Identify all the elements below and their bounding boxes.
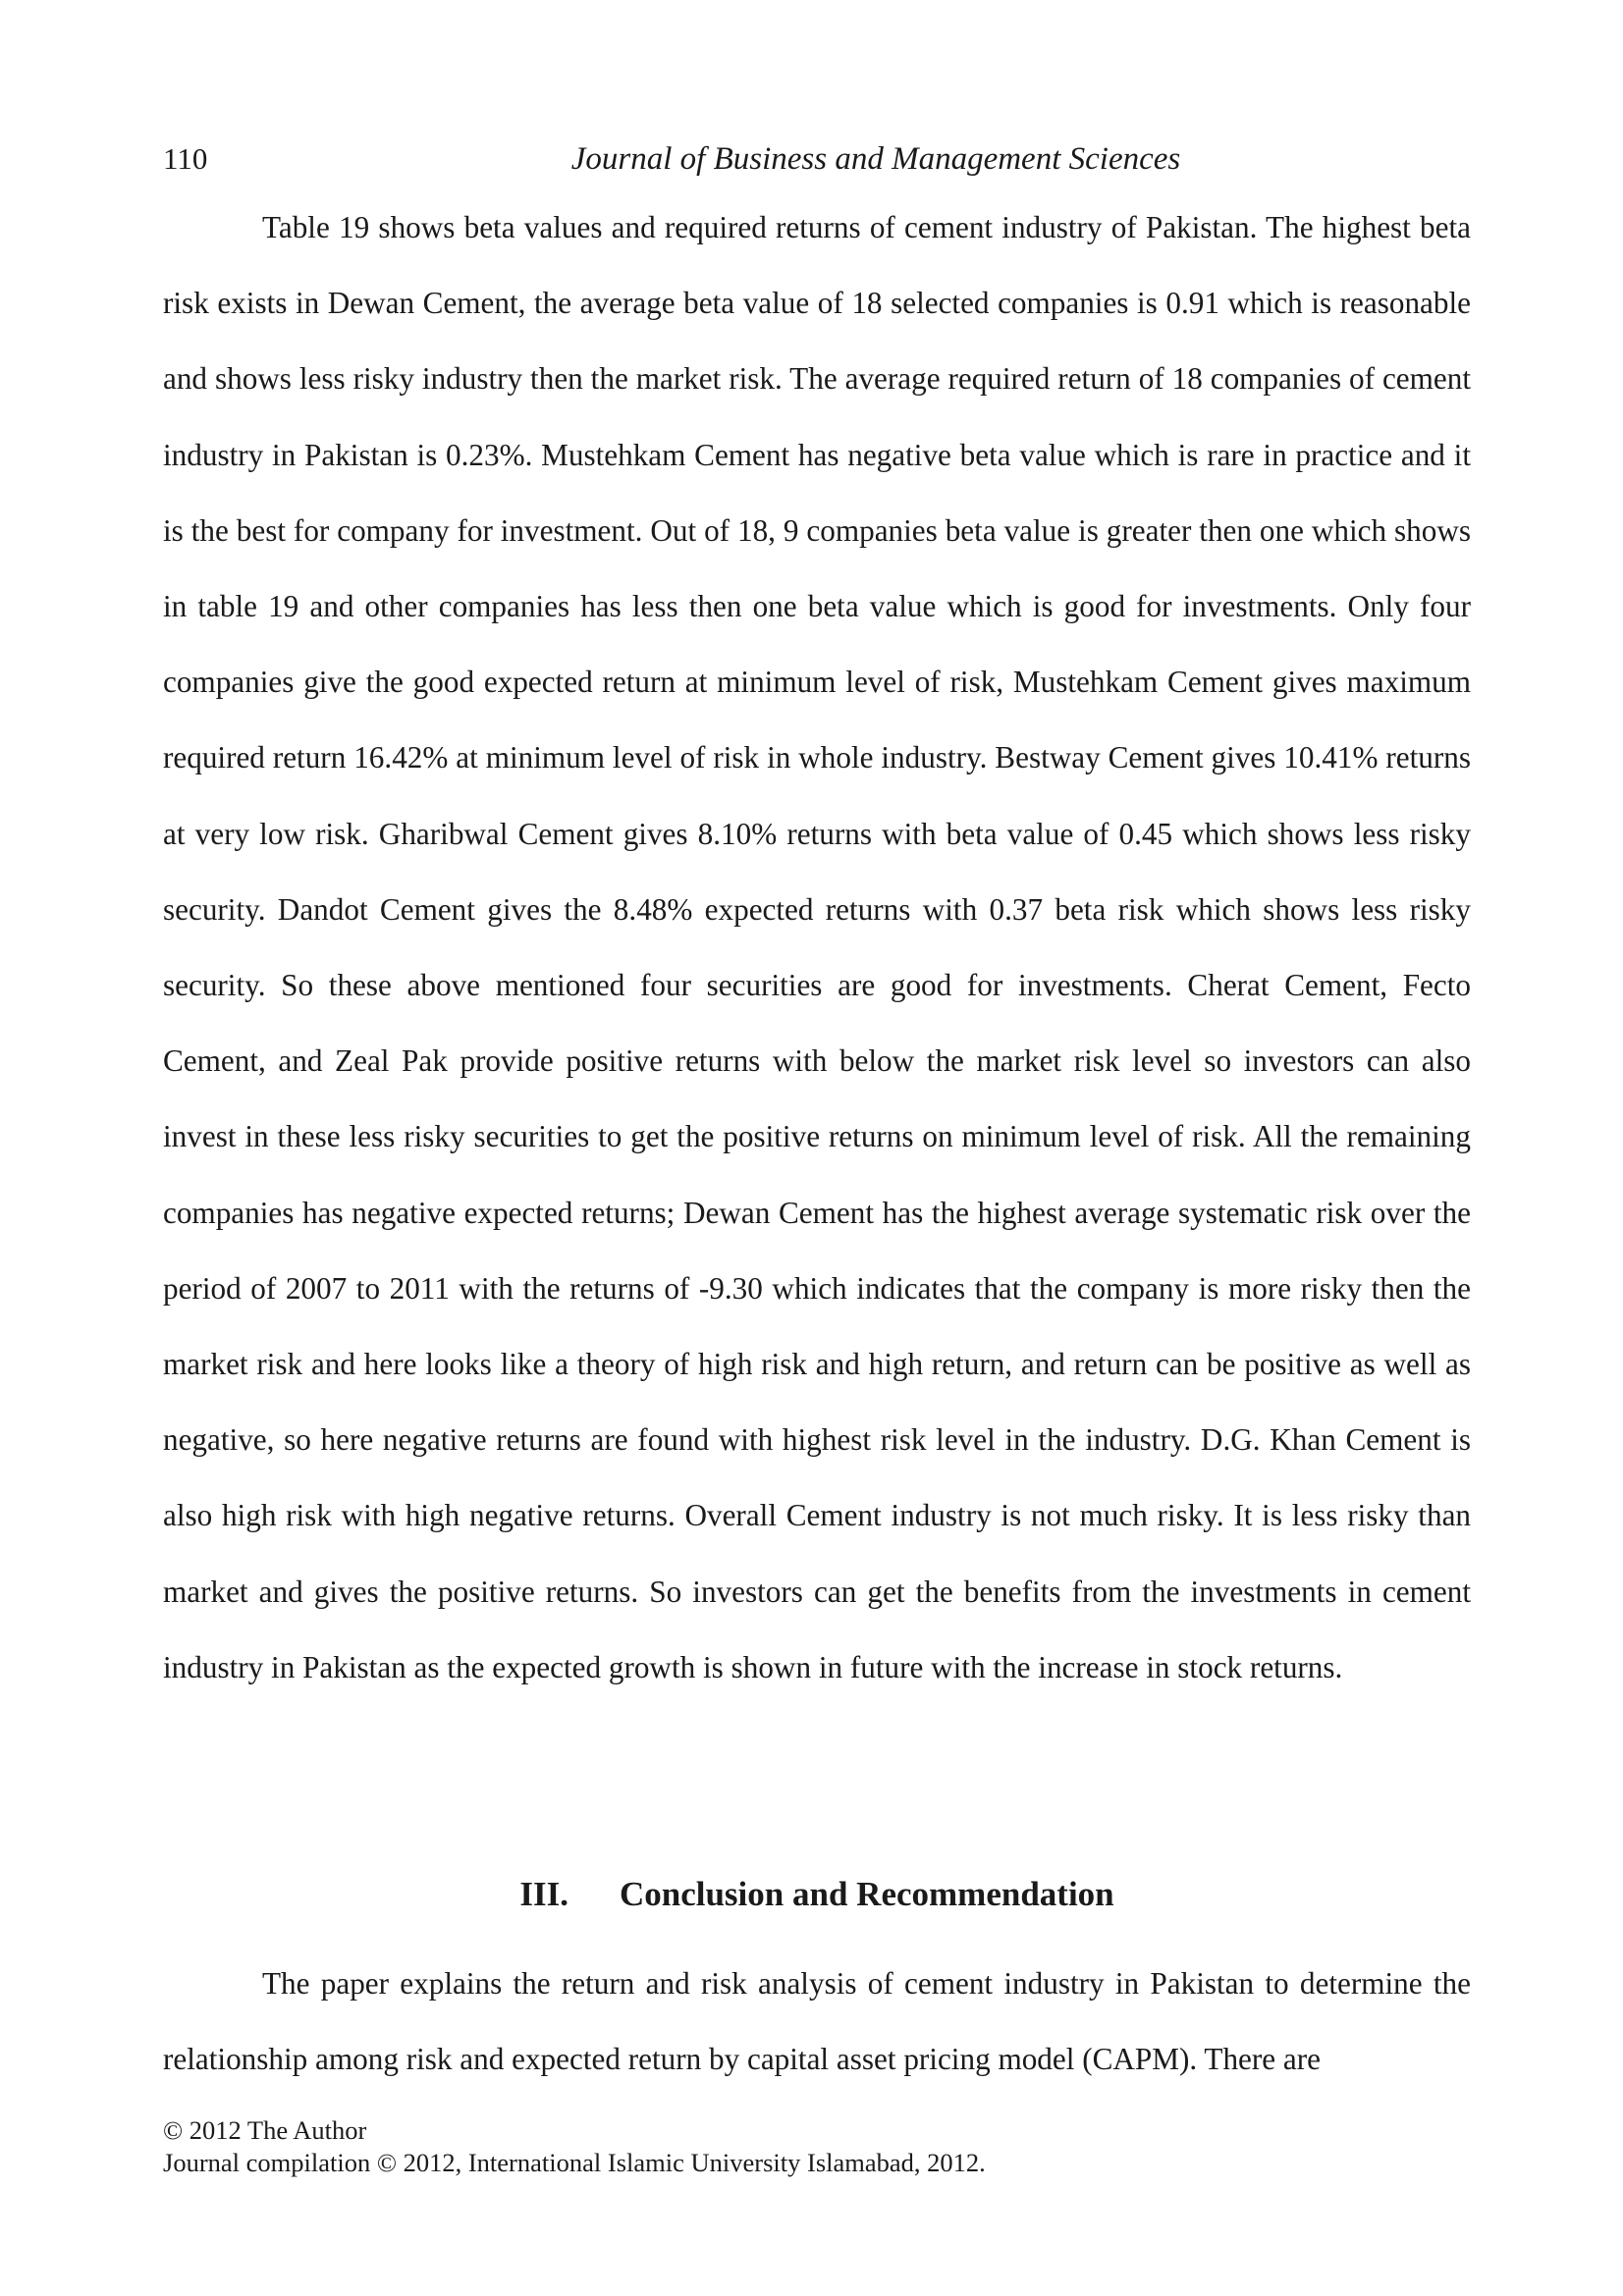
- section-heading: [163, 1867, 1471, 1922]
- journal-title: Journal of Business and Management Sciences: [570, 141, 1181, 177]
- footer-compilation-line: Journal compilation © 2012, International Islamic University Islamabad, 2012.: [163, 2148, 986, 2177]
- body-paragraph: Table 19 shows beta values and required returns of cement industry of Pakistan. The highest beta risk exists in Dewan Cement, the average beta value of 18 selected companies is 0.91 which is reasonable and shows less risky industry then the market risk. The average required return of 18 companies of cement industry in Pakistan is 0.23%. Mustehkam Cement has negative beta value which is rare in practice and it is the best for company for investment. Out of 18, 9 companies beta value is greater then one which shows in table 19 and other companies has less then one beta value which is good for investments. Only four companies give the good expected return at minimum level of risk, Mustehkam Cement gives maximum required return 16.42% at minimum level of risk in whole industry. Bestway Cement gives 10.41% returns at very low risk. Gharibwal Cement gives 8.10% returns with beta value of 0.45 which shows less risky security. Dandot Cement gives the 8.48% expected returns with 0.37 beta risk which shows less risky security. So these above mentioned four securities are good for investments. Cherat Cement, Fecto Cement, and Zeal Pak provide positive returns with below the market risk level so investors can also invest in these less risky securities to get the positive returns on minimum level of risk. All the remaining companies has negative expected returns; Dewan Cement has the highest average systematic risk over the period of 2007 to 2011 with the returns of -9.30 which indicates that the company is more risky then the market risk and here looks like a theory of high risk and high return, and return can be positive as well as negative, so here negative returns are found with highest risk level in the industry. D.G. Khan Cement is also high risk with high negative returns. Overall Cement industry is not much risky. It is less risky than market and gives the positive returns. So investors can get the benefits from the investments in cement industry in Pakistan as the expected growth is shown in future with the increase in stock returns.: [163, 210, 1471, 1684]
- footer-author-line: © 2012 The Author: [163, 2115, 367, 2145]
- section-title: Conclusion and Recommendation: [619, 1875, 1114, 1913]
- copyright-footer: [163, 2114, 1471, 2179]
- running-header: [163, 135, 1471, 183]
- body-paragraph: The paper explains the return and risk analysis of cement industry in Pakistan to determine the relationship among risk and expected return by capital asset pricing model (CAPM). There are: [163, 1966, 1471, 2077]
- section-number: III.: [519, 1875, 568, 1913]
- page-number: 110: [163, 141, 208, 176]
